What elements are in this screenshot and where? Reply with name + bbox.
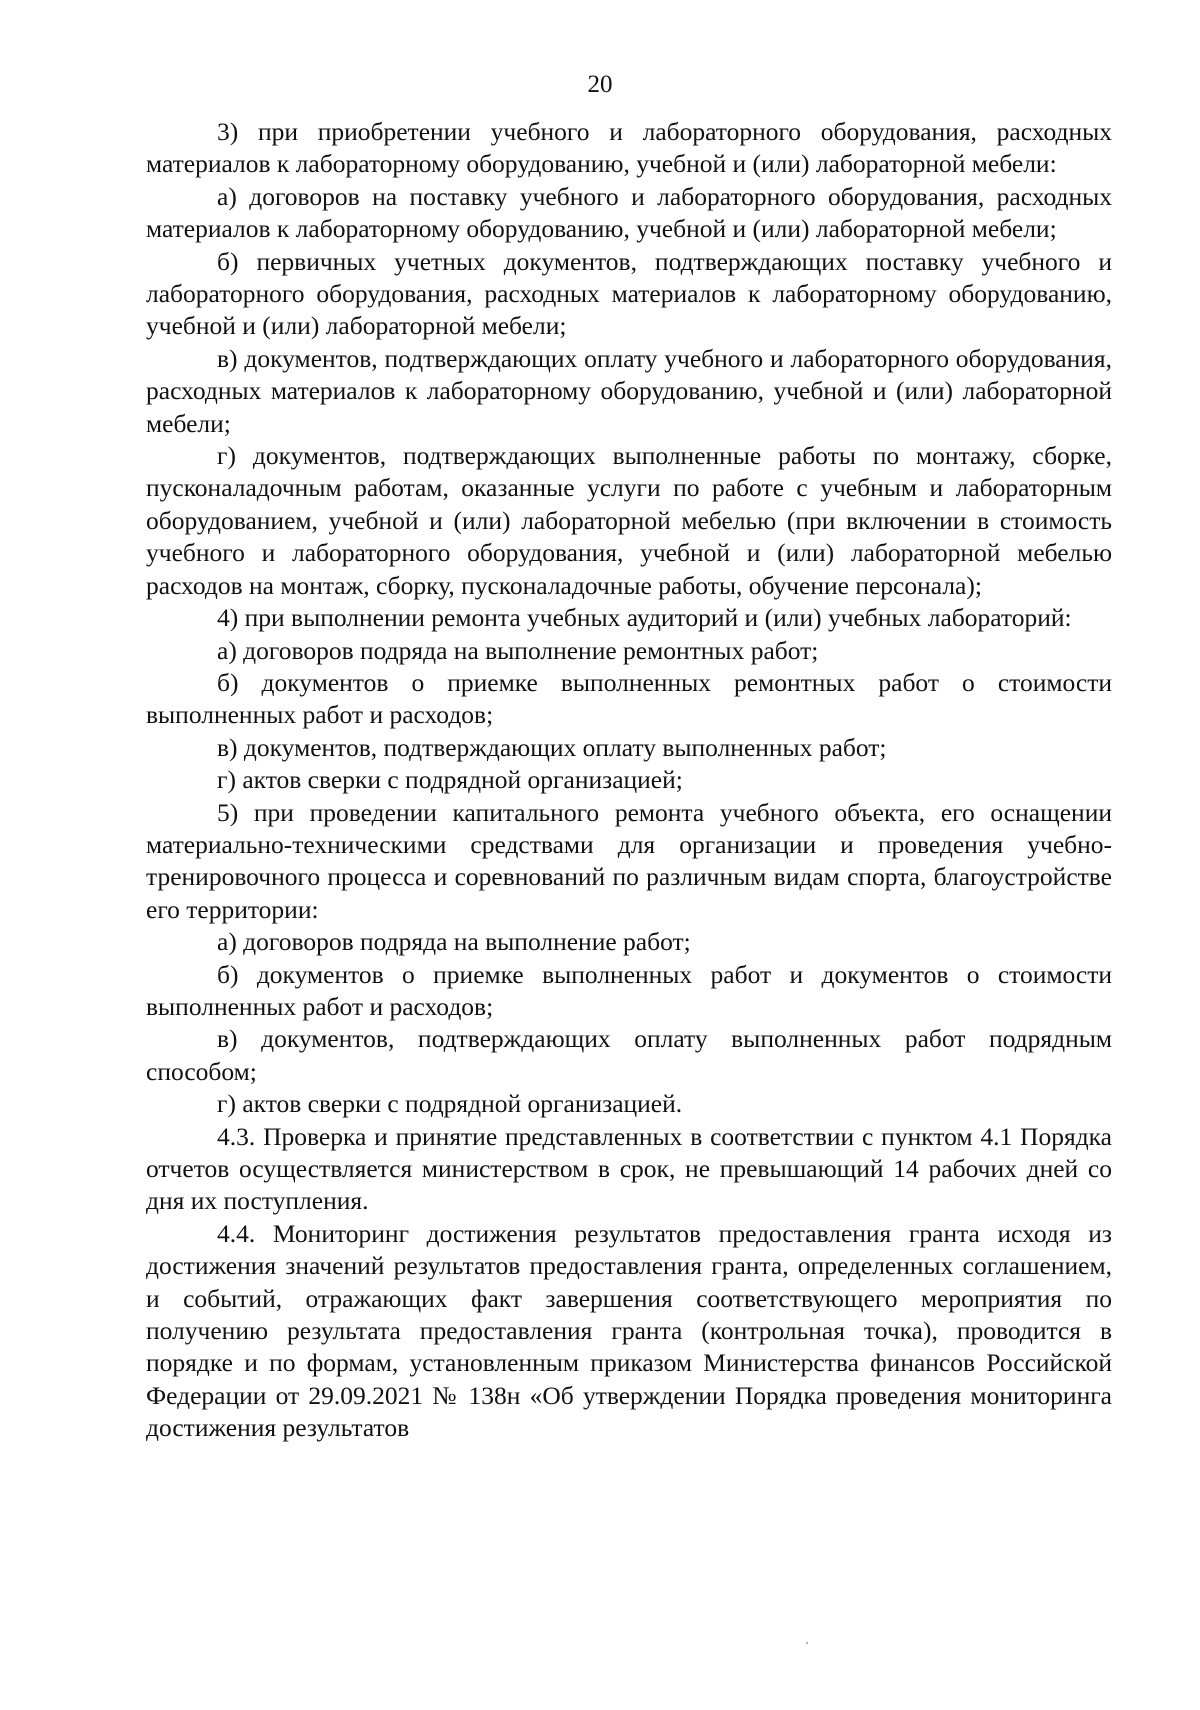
paragraph-subitem-b: б) документов о приемке выполненных работ и документов о стоимости выполненных работ и расходов; (146, 959, 1112, 1021)
paragraph-subitem-a: а) договоров подряда на выполнение работ; (217, 927, 691, 957)
document-body (146, 116, 1112, 1445)
paragraph-subitem-g: г) актов сверки с подрядной организацией; (217, 765, 683, 795)
scan-artifact (806, 1642, 808, 1644)
paragraph-subitem-b: б) первичных учетных документов, подтверждающих поставку учебного и лабораторного оборудования, расходных материалов к лабораторному оборудованию, учебной и (или) лабораторной мебели; (146, 246, 1112, 341)
paragraph-item-4: 4) при выполнении ремонта учебных аудиторий и (или) учебных лабораторий: (217, 603, 1072, 633)
paragraph-subitem-v: в) документов, подтверждающих оплату выполненных работ подрядным способом; (146, 1024, 1112, 1086)
paragraph-subitem-g: г) документов, подтверждающих выполненные работы по монтажу, сборке, пусконаладочным работам, оказанные услуги по работе с учебным и лабораторным оборудованием, учебной и (или) лабораторной мебелью (при включении в стоимость учебного и лабораторного оборудования, учебной и (или) лабораторной мебелью расходов на монтаж, сборку, пусконаладочные работы, обучение персонала); (146, 441, 1112, 600)
paragraph-item-3: 3) при приобретении учебного и лабораторного оборудования, расходных материалов к лабораторному оборудованию, учебной и (или) лабораторной мебели: (146, 117, 1112, 179)
paragraph-item-5: 5) при проведении капитального ремонта учебного объекта, его оснащении материально-техническими средствами для организации и проведения учебно-тренировочного процесса и соревнований по различным видам спорта, благоустройстве его территории: (146, 797, 1112, 924)
paragraph-subitem-v: в) документов, подтверждающих оплату выполненных работ; (217, 732, 887, 762)
paragraph-subitem-g: г) актов сверки с подрядной организацией. (217, 1089, 683, 1119)
paragraph-section-4-4: 4.4. Мониторинг достижения результатов предоставления гранта исходя из достижения значений результатов предоставления гранта, определенных соглашением, и событий, отражающих факт завершения соответствующего мероприятия по получению результата предоставления гранта (контрольная точка), проводится в порядке и по формам, установленным приказом Министерства финансов Российской Федерации от 29.09.2021 № 138н «Об утверждении Порядка проведения мониторинга достижения результатов (146, 1218, 1112, 1443)
paragraph-subitem-a: а) договоров подряда на выполнение ремонтных работ; (217, 635, 819, 665)
paragraph-subitem-v: в) документов, подтверждающих оплату учебного и лабораторного оборудования, расходных материалов к лабораторному оборудованию, учебной и (или) лабораторной мебели; (146, 343, 1112, 438)
page-number: 20 (587, 71, 613, 98)
paragraph-subitem-b: б) документов о приемке выполненных ремонтных работ о стоимости выполненных работ и расходов; (146, 667, 1112, 730)
paragraph-subitem-a: а) договоров на поставку учебного и лабораторного оборудования, расходных материалов к лабораторному оборудованию, учебной и (или) лабораторной мебели; (146, 181, 1112, 244)
paragraph-section-4-3: 4.3. Проверка и принятие представленных в соответствии с пунктом 4.1 Порядка отчетов осуществляется министерством в срок, не превышающий 14 рабочих дней со дня их поступления. (146, 1121, 1112, 1216)
